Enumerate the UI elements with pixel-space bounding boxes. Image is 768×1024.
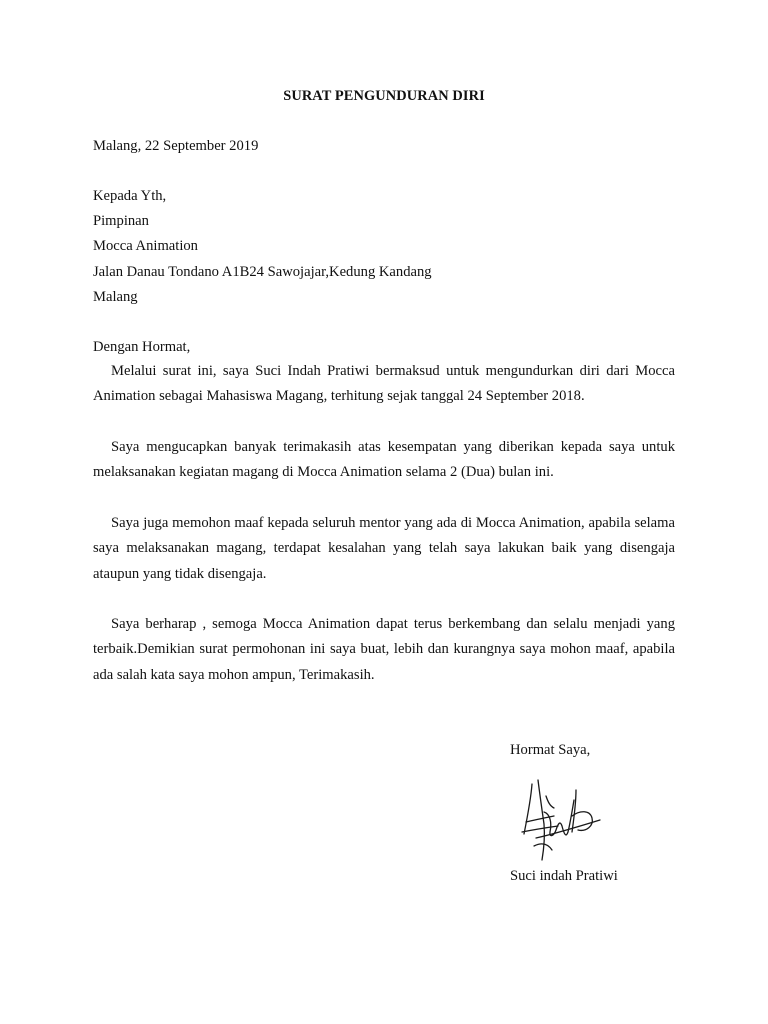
- body-paragraph-4: Saya berharap , semoga Mocca Animation dapat terus berkembang dan selalu menjadi yang terbaik.Demikian surat permohonan ini saya buat, lebih dan kurangnya saya mohon maaf, apabila ada salah kata saya mohon ampun, Terimakasih.: [93, 616, 675, 683]
- recipient-line-4: Jalan Danau Tondano A1B24 Sawojajar,Kedung Kandang: [93, 264, 432, 280]
- body-paragraph-2: Saya mengucapkan banyak terimakasih atas kesempatan yang diberikan kepada saya untuk melaksanakan kegiatan magang di Mocca Animation selama 2 (Dua) bulan ini.: [93, 439, 675, 481]
- recipient-line-1: Kepada Yth,: [93, 188, 167, 204]
- place-date: Malang, 22 September 2019: [93, 138, 259, 154]
- handwritten-signature: [514, 776, 606, 864]
- body-paragraph-1: Melalui surat ini, saya Suci Indah Pratiwi bermaksud untuk mengundurkan diri dari Mocca Animation sebagai Mahasiswa Magang, terhitung sejak tanggal 24 September 2018.: [93, 363, 675, 405]
- signer-name: Suci indah Pratiwi: [510, 868, 618, 884]
- recipient-line-2: Pimpinan: [93, 213, 149, 229]
- recipient-line-3: Mocca Animation: [93, 238, 198, 254]
- body-paragraph-3: Saya juga memohon maaf kepada seluruh mentor yang ada di Mocca Animation, apabila selama saya melaksanakan magang, terdapat kesalahan yang telah saya lakukan baik yang disengaja ataupun yang tidak disengaja.: [93, 515, 675, 582]
- salutation: Dengan Hormat,: [93, 339, 191, 355]
- letter-title: SURAT PENGUNDURAN DIRI: [283, 88, 485, 104]
- recipient-line-5: Malang: [93, 289, 138, 305]
- closing: Hormat Saya,: [510, 742, 591, 758]
